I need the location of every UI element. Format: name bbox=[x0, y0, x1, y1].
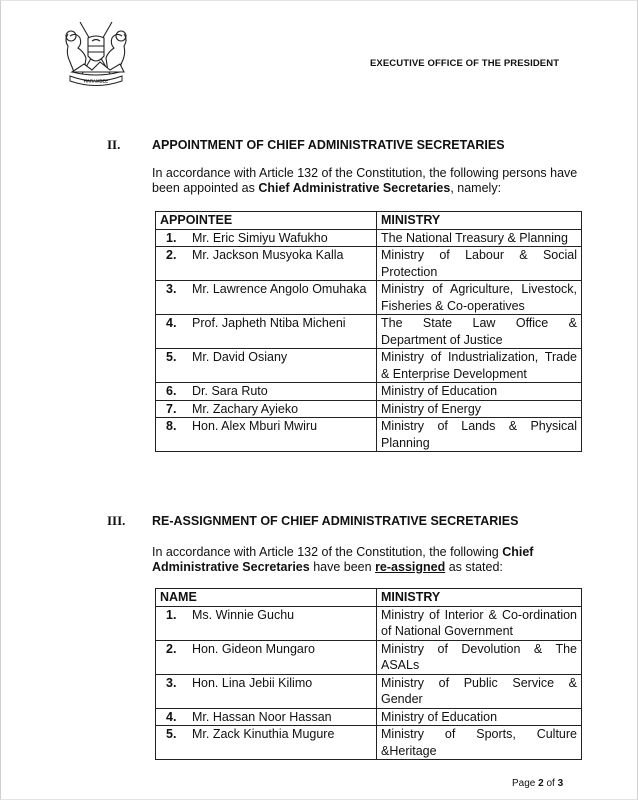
appointee-name: Mr. David Osiany bbox=[192, 350, 288, 364]
page-current: 2 bbox=[538, 778, 544, 789]
appointee-name: Hon. Alex Mburi Mwiru bbox=[192, 419, 318, 433]
secretary-name: Hon. Lina Jebii Kilimo bbox=[192, 675, 313, 690]
ministry-cell: The State Law Office & Department of Justice bbox=[377, 315, 582, 349]
table-row bbox=[156, 383, 582, 401]
secretary-name: Hon. Gideon Mungaro bbox=[192, 641, 315, 656]
section-2-title: APPOINTMENT OF CHIEF ADMINISTRATIVE SECRETARIES bbox=[152, 138, 505, 152]
row-number: 5. bbox=[166, 350, 177, 364]
ministry-cell: Ministry of Industrialization, Trade & Enterprise Development bbox=[377, 349, 582, 383]
page-total: 3 bbox=[557, 778, 564, 789]
secretary-name: Ms. Winnie Guchu bbox=[192, 607, 295, 622]
table-header-row bbox=[156, 589, 582, 607]
row-number: 6. bbox=[166, 384, 177, 398]
row-number: 7. bbox=[166, 401, 177, 416]
row-number: 1. bbox=[166, 607, 177, 622]
row-number: 8. bbox=[166, 419, 177, 433]
table-row bbox=[156, 229, 582, 247]
ministry-cell: Ministry of Energy bbox=[377, 400, 582, 418]
row-number: 3. bbox=[166, 282, 177, 296]
table-row bbox=[156, 247, 582, 281]
table-row bbox=[156, 708, 582, 726]
table-row bbox=[156, 606, 582, 640]
column-header-ministry: MINISTRY bbox=[377, 212, 582, 230]
page-footer bbox=[512, 778, 563, 789]
ministry-cell: Ministry of Lands & Physical Planning bbox=[377, 418, 582, 452]
coat-of-arms-logo bbox=[58, 14, 134, 90]
page-label: Page bbox=[512, 778, 536, 789]
reassignment-table bbox=[155, 588, 582, 760]
ministry-cell: Ministry of Education bbox=[377, 708, 582, 726]
table-row bbox=[156, 349, 582, 383]
table-row bbox=[156, 674, 582, 708]
ministry-cell: Ministry of Public Service & Gender bbox=[377, 674, 582, 708]
appointee-name: Mr. Jackson Musyoka Kalla bbox=[192, 248, 344, 262]
section-2-number: II. bbox=[107, 137, 121, 152]
ministry-cell: The National Treasury & Planning bbox=[377, 229, 582, 247]
ministry-cell: Ministry of Labour & Social Protection bbox=[377, 247, 582, 281]
secretary-name: Mr. Hassan Noor Hassan bbox=[192, 709, 332, 724]
appointee-name: Mr. Eric Simiyu Wafukho bbox=[192, 230, 328, 245]
section-2-intro: In accordance with Article 132 of the Constitution, the following persons have been appointed as Chief Administrative Secretaries, namely: bbox=[152, 166, 578, 195]
column-header-name: NAME bbox=[156, 589, 377, 607]
appointee-name: Prof. Japheth Ntiba Micheni bbox=[192, 316, 346, 330]
section-3-title: RE-ASSIGNMENT OF CHIEF ADMINISTRATIVE SECRETARIES bbox=[152, 514, 519, 528]
secretary-name: Mr. Zack Kinuthia Mugure bbox=[192, 727, 335, 741]
table-row bbox=[156, 640, 582, 674]
coat-of-arms-motto: HARAMBEE bbox=[83, 78, 109, 84]
ministry-cell: Ministry of Agriculture, Livestock, Fisheries & Co-operatives bbox=[377, 281, 582, 315]
appointee-name: Mr. Zachary Ayieko bbox=[192, 401, 299, 416]
table-row bbox=[156, 418, 582, 452]
row-number: 4. bbox=[166, 709, 177, 724]
table-row bbox=[156, 315, 582, 349]
table-header-row bbox=[156, 212, 582, 230]
ministry-cell: Ministry of Devolution & The ASALs bbox=[377, 640, 582, 674]
column-header-ministry: MINISTRY bbox=[377, 589, 582, 607]
section-3-intro: In accordance with Article 132 of the Constitution, the following Chief Administrative Secretaries have been re-assigned as stated: bbox=[152, 545, 534, 574]
row-number: 3. bbox=[166, 675, 177, 690]
page-of: of bbox=[546, 778, 555, 789]
appointee-name: Dr. Sara Ruto bbox=[192, 384, 268, 398]
row-number: 2. bbox=[166, 248, 177, 262]
column-header-appointee: APPOINTEE bbox=[156, 212, 377, 230]
ministry-cell: Ministry of Interior & Co-ordination of National Government bbox=[377, 606, 582, 640]
row-number: 4. bbox=[166, 316, 177, 330]
table-row bbox=[156, 726, 582, 760]
row-number: 5. bbox=[166, 727, 177, 741]
section-3-number: III. bbox=[107, 513, 126, 528]
appointee-name: Mr. Lawrence Angolo Omuhaka bbox=[192, 282, 367, 296]
row-number: 2. bbox=[166, 641, 177, 656]
appointment-table bbox=[155, 211, 582, 452]
ministry-cell: Ministry of Education bbox=[377, 383, 582, 401]
office-header: EXECUTIVE OFFICE OF THE PRESIDENT bbox=[370, 58, 560, 69]
ministry-cell: Ministry of Sports, Culture &Heritage bbox=[377, 726, 582, 760]
table-row bbox=[156, 281, 582, 315]
row-number: 1. bbox=[166, 230, 177, 245]
table-row bbox=[156, 400, 582, 418]
